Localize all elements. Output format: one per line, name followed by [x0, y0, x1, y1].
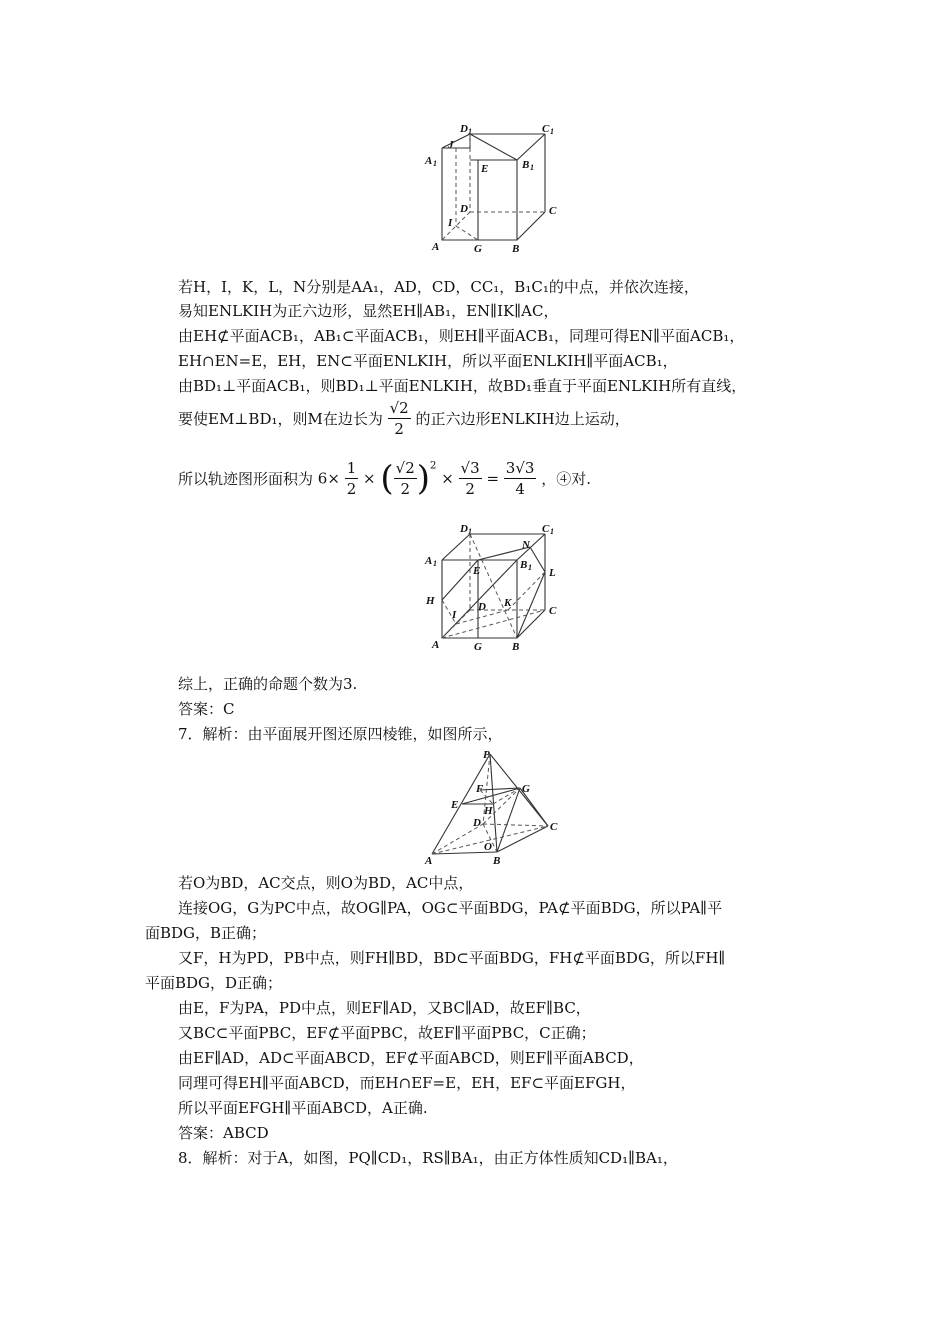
text-conclusion: 综上，正确的命题个数为3. [178, 675, 358, 693]
label-K: K [504, 597, 512, 609]
text-line-7j: 所以平面EFGH∥平面ABCD，A正确. [178, 1099, 428, 1117]
label-B1: B [522, 159, 530, 171]
label-A1: A [425, 155, 433, 167]
label-E: E [481, 163, 489, 175]
svg-text:1: 1 [468, 527, 472, 536]
svg-text:1: 1 [433, 159, 437, 168]
label-E: E [451, 799, 459, 811]
label-C1: C [542, 123, 550, 135]
label-C: C [550, 821, 558, 833]
label-C: C [549, 605, 557, 617]
label-B: B [512, 641, 520, 653]
label-A1: A [425, 555, 433, 567]
label-I: I [452, 609, 457, 621]
figure-cube-1 [420, 120, 570, 260]
label-A: A [432, 241, 440, 253]
label-A: A [432, 639, 440, 651]
text-line-7c: 面BDG，B正确； [145, 924, 267, 942]
side-length-line: 要使EM⊥BD₁，则M在边长为 $\frac{√2}{2}$ 的正六边形ENLKIH边上运动， [178, 399, 630, 438]
label-I: I [448, 217, 453, 229]
text-line-7h: 由EF∥AD，AD⊂平面ABCD，EF⊄平面ABCD，则EF∥平面ABCD， [178, 1049, 644, 1067]
area-formula-line: 所以轨迹图形面积为 6× $\frac{1}{2}$ × ( $\frac{√2}{2}$ )$^2$ × $\frac{√3}{2}$ = $\frac{3√3}{4}$ ，④对. [178, 458, 592, 499]
label-G: G [474, 641, 482, 653]
label-E: E [473, 565, 481, 577]
text-line-7b: 连接OG，G为PC中点，故OG∥PA，OG⊂平面BDG，PA⊄平面BDG，所以PA∥平 [178, 899, 723, 917]
text-line-7a: 若O为BD，AC交点，则O为BD，AC中点， [178, 874, 474, 892]
figure-pyramid [420, 744, 570, 869]
text-problem-7-header: 7．解析：由平面展开图还原四棱锥，如图所示， [178, 725, 503, 743]
text-line-1: 若H，I，K，L，N分别是AA₁，AD，CD，CC₁，B₁C₁的中点，并依次连接， [178, 278, 699, 296]
label-B: B [493, 855, 501, 867]
text-line-7f: 由E，F为PA，PD中点，则EF∥AD，又BC∥AD，故EF∥BC， [178, 999, 591, 1017]
text-line-5: 由BD₁⊥平面ACB₁，则BD₁⊥平面ENLKIH，故BD₁垂直于平面ENLKIH所有直线， [178, 377, 747, 395]
text-line-7g: 又BC⊂平面PBC，EF⊄平面PBC，故EF∥平面PBC，C正确； [178, 1024, 596, 1042]
fraction-sqrt2-over-2: $\frac{√2}{2}$ [389, 399, 409, 438]
label-D: D [473, 817, 481, 829]
text-problem-8-header: 8．解析：对于A，如图，PQ∥CD₁，RS∥BA₁，由正方体性质知CD₁∥BA₁， [178, 1149, 678, 1167]
svg-text:1: 1 [550, 527, 554, 536]
label-P: P [483, 749, 490, 761]
label-H: H [426, 595, 435, 607]
text-line-4: EH∩EN=E，EH，EN⊂平面ENLKIH，所以平面ENLKIH∥平面ACB₁， [178, 352, 678, 370]
label-A: A [425, 855, 433, 867]
text-line-7d: 又F，H为PD，PB中点，则FH∥BD，BD⊂平面BDG，FH⊄平面BDG，所以FH∥ [178, 949, 726, 967]
label-J: J [448, 139, 454, 151]
svg-text:1: 1 [550, 127, 554, 136]
text-line-7i: 同理可得EH∥平面ABCD，而EH∩EF=E，EH，EF⊂平面EFGH， [178, 1074, 636, 1092]
text-answer-6: 答案：C [178, 700, 235, 718]
label-G: G [474, 243, 482, 255]
svg-text:1: 1 [528, 563, 532, 572]
label-D1: D [460, 523, 468, 535]
svg-text:1: 1 [530, 163, 534, 172]
label-H: H [484, 805, 493, 817]
label-C1: C [542, 523, 550, 535]
label-D: D [460, 203, 468, 215]
label-N: N [522, 539, 530, 551]
label-D: D [478, 601, 486, 613]
label-C: C [549, 205, 557, 217]
label-F: F [476, 783, 484, 795]
label-B: B [512, 243, 520, 255]
svg-text:1: 1 [468, 127, 472, 136]
text-line-3: 由EH⊄平面ACB₁，AB₁⊂平面ACB₁，则EH∥平面ACB₁，同理可得EN∥平面ACB₁， [178, 327, 745, 345]
text-answer-7: 答案：ABCD [178, 1124, 269, 1142]
label-L: L [549, 567, 556, 579]
figure-cube-2 [420, 520, 570, 655]
text-line-2: 易知ENLKIH为正六边形，显然EH∥AB₁，EN∥IK∥AC， [178, 302, 559, 320]
label-B1: B [520, 559, 528, 571]
svg-text:1: 1 [433, 559, 437, 568]
label-D1: D [460, 123, 468, 135]
label-O: O [484, 841, 492, 853]
label-G: G [522, 783, 530, 795]
text-line-7e: 平面BDG，D正确； [145, 974, 283, 992]
